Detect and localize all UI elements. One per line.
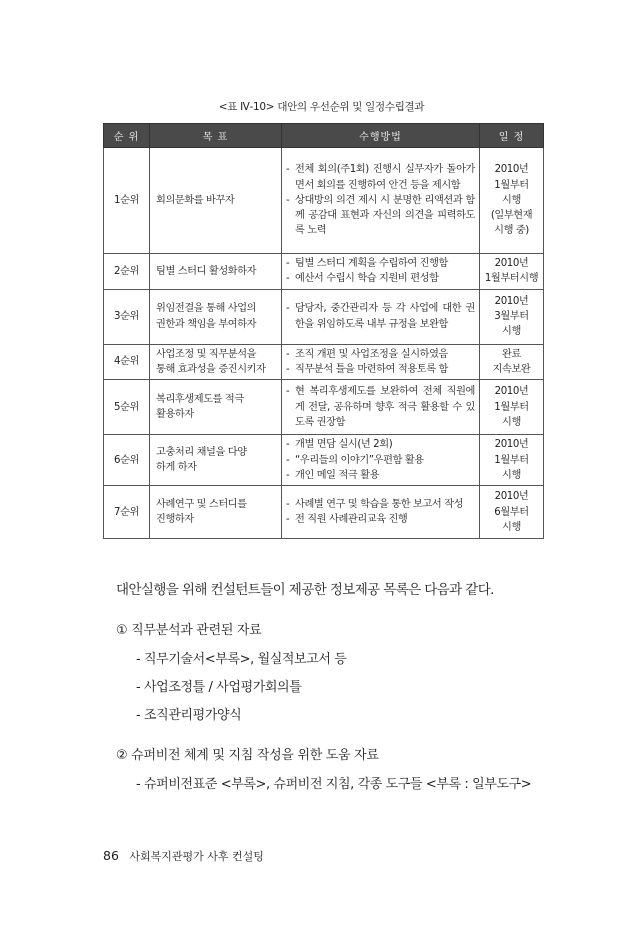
bullet-dash: -	[286, 514, 290, 526]
goal-line: 사업조정 및 직무분석을	[156, 348, 257, 360]
table-row	[104, 435, 544, 486]
goal-cell	[150, 486, 282, 539]
schedule-line: 2010년	[494, 386, 529, 398]
schedule-line: 완료	[502, 348, 521, 360]
schedule-cell	[480, 254, 544, 290]
table-caption: <표 Ⅳ-10> 대안의 우선순위 및 일정수립결과	[218, 101, 425, 113]
method-cell	[282, 254, 480, 290]
goal-line: 통해 효과성을 증진시키자	[156, 363, 266, 375]
method-item	[286, 384, 475, 430]
schedule-line: 2010년	[494, 164, 529, 176]
method-item	[286, 497, 475, 512]
goal-cell	[150, 435, 282, 486]
rank-cell: 7순위	[104, 486, 150, 539]
bullet-dash: -	[286, 303, 290, 315]
rank-cell: 5순위	[104, 380, 150, 435]
schedule-cell	[480, 380, 544, 435]
bullet-dash: -	[286, 439, 290, 451]
schedule-line: 2010년	[494, 491, 529, 503]
goal-line: 사례연구 및 스터디를	[156, 498, 247, 510]
method-cell	[282, 289, 480, 344]
rank-cell: 2순위	[104, 254, 150, 290]
method-text: 전체 회의(주1회) 진행시 실무자가 돌아가면서 회의를 진행하여 안건 등을 제시함	[295, 164, 475, 191]
method-item	[286, 193, 475, 239]
method-cell	[282, 486, 480, 539]
method-item	[286, 468, 475, 483]
section-item: - 조직관리평가양식	[136, 708, 242, 723]
goal-cell	[150, 254, 282, 290]
method-item	[286, 347, 475, 362]
header-schedule: 일 정	[480, 124, 544, 148]
goal-line: 회의문화를 바꾸자	[156, 194, 235, 206]
goal-line: 하게 하자	[156, 462, 197, 474]
rank-cell: 3순위	[104, 289, 150, 344]
method-item	[286, 271, 475, 286]
method-text: 조직 개편 및 사업조정을 실시하였음	[295, 348, 448, 360]
table-row	[104, 344, 544, 380]
goal-line: 진행하자	[156, 514, 194, 526]
method-text: 개인 메일 적극 활용	[295, 469, 380, 481]
method-text: 개별 면담 실시(년 2회)	[295, 439, 393, 451]
page-footer	[103, 848, 264, 864]
rank-cell: 6순위	[104, 435, 150, 486]
schedule-cell	[480, 344, 544, 380]
method-text: 직무분석 틀을 마련하여 적용토록 함	[295, 363, 448, 375]
table-row	[104, 148, 544, 254]
table-row	[104, 289, 544, 344]
method-cell	[282, 148, 480, 254]
goal-cell	[150, 148, 282, 254]
goal-cell	[150, 344, 282, 380]
bullet-dash: -	[286, 386, 290, 398]
schedule-line: 지속보완	[492, 363, 531, 375]
method-cell	[282, 344, 480, 380]
goal-line: 위임전결을 통해 사업의	[156, 303, 257, 315]
bullet-dash: -	[286, 258, 290, 269]
schedule-line: 시행	[502, 416, 521, 428]
method-item	[286, 512, 475, 527]
section-item: - 슈퍼비전표준 <부록>, 슈퍼비전 지침, 각종 도구들 <부록 : 일부도구>	[136, 777, 532, 792]
section-title-job-analysis: ① 직무분석과 관련된 자료	[116, 623, 262, 638]
intro-paragraph: 대안실행을 위해 컨설턴트들이 제공한 정보제공 목록은 다음과 같다.	[116, 582, 494, 598]
method-text: “우리들의 이야기”우편함 활용	[295, 454, 424, 466]
goal-cell	[150, 289, 282, 344]
method-text: 전 직원 사례관리교육 진행	[295, 514, 408, 526]
schedule-line: 1월부터시행	[484, 273, 539, 285]
method-text: 담당자, 중간관리자 등 각 사업에 대한 권한을 위임하도록 내부 규정을 보완함	[295, 303, 475, 330]
method-text: 사례별 연구 및 학습을 통한 보고서 작성	[295, 498, 464, 510]
schedule-line: 2010년	[494, 295, 529, 307]
table-row	[104, 486, 544, 539]
goal-line: 복리후생제도를 적극	[156, 393, 244, 405]
table-header-row	[104, 124, 544, 148]
table-row	[104, 254, 544, 290]
schedule-line: 시행	[502, 326, 521, 338]
priority-schedule-table	[103, 123, 544, 539]
header-method: 수행방법	[282, 124, 480, 148]
goal-line: 팀별 스터디 활성화하자	[156, 265, 257, 277]
schedule-line: 시행	[502, 194, 521, 206]
rank-cell: 1순위	[104, 148, 150, 254]
bullet-dash: -	[286, 348, 290, 360]
header-rank: 순 위	[104, 124, 150, 148]
bullet-dash: -	[286, 469, 290, 481]
table-row	[104, 380, 544, 435]
header-goal: 목 표	[150, 124, 282, 148]
schedule-line: 시행	[502, 469, 521, 481]
bullet-dash: -	[286, 194, 290, 206]
method-text: 팀별 스터디 계획을 수립하여 진행함	[295, 258, 448, 269]
bullet-dash: -	[286, 164, 290, 176]
method-cell	[282, 435, 480, 486]
method-item	[286, 301, 475, 332]
goal-line: 활용하자	[156, 409, 194, 421]
schedule-cell	[480, 435, 544, 486]
running-title: 사회복지관평가 사후 컨설팅	[129, 850, 264, 863]
section-title-supervision: ② 슈퍼비전 체계 및 지침 작성을 위한 도움 자료	[116, 748, 379, 763]
schedule-line: 시행 중)	[494, 225, 529, 237]
goal-line: 권한과 책임을 부여하자	[156, 318, 257, 330]
schedule-line: 1월부터	[494, 454, 529, 466]
bullet-dash: -	[286, 273, 290, 285]
method-item	[286, 162, 475, 193]
schedule-cell	[480, 486, 544, 539]
schedule-line: (일부현재	[490, 210, 533, 222]
method-item	[286, 362, 475, 377]
method-item	[286, 256, 475, 271]
schedule-line: 3월부터	[494, 310, 529, 322]
schedule-line: 1월부터	[494, 179, 529, 191]
rank-cell: 4순위	[104, 344, 150, 380]
bullet-dash: -	[286, 363, 290, 375]
bullet-dash: -	[286, 498, 290, 510]
schedule-line: 1월부터	[494, 401, 529, 413]
schedule-line: 시행	[502, 521, 521, 533]
page-number: 86	[103, 848, 119, 863]
section-item: - 사업조정틀 / 사업평가회의틀	[136, 680, 302, 695]
goal-line: 고충처리 채널을 다양	[156, 446, 247, 458]
method-item	[286, 453, 475, 468]
schedule-line: 6월부터	[494, 506, 529, 518]
method-cell	[282, 380, 480, 435]
bullet-dash: -	[286, 454, 290, 466]
schedule-cell	[480, 148, 544, 254]
schedule-line: 2010년	[494, 258, 529, 269]
schedule-line: 2010년	[494, 439, 529, 451]
method-text: 상대방의 의견 제시 시 분명한 리액션과 함께 공감대 표현과 자신의 의견을 피력하도록 노력	[295, 194, 475, 237]
section-item: - 직무기술서<부록>, 월실적보고서 등	[136, 652, 347, 667]
method-item	[286, 437, 475, 452]
method-text: 예산서 수립시 학습 지원비 편성함	[295, 273, 439, 285]
table-body	[104, 148, 544, 539]
method-text: 현 복리후생제도를 보완하여 전체 직원에게 전달, 공유하며 향후 적극 활용할 수 있도록 권장함	[295, 386, 475, 428]
schedule-cell	[480, 289, 544, 344]
goal-cell	[150, 380, 282, 435]
